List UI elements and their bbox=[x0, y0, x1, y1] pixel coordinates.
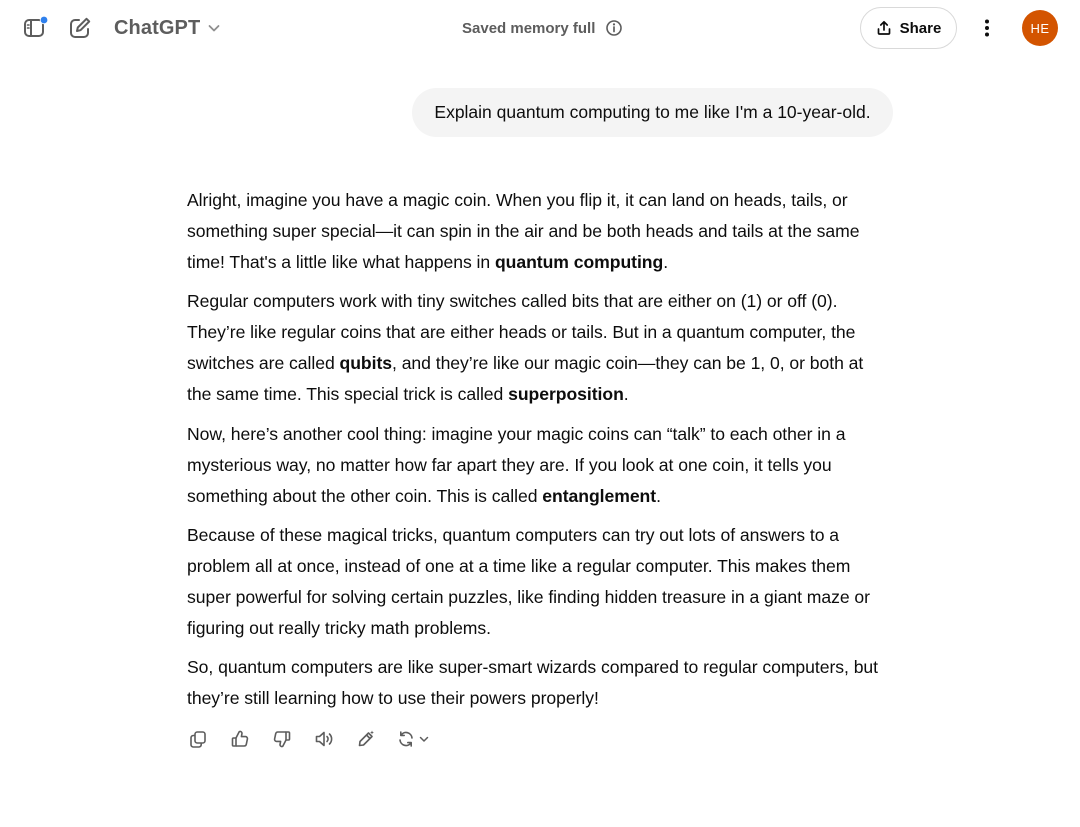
answer-paragraph bbox=[187, 185, 892, 278]
copy-icon bbox=[188, 729, 208, 749]
share-label: Share bbox=[899, 19, 942, 37]
paragraph-text: Now, here’s another cool thing: imagine your magic coins can “talk” to each other in a mysterious way, no matter how far apart they are. If you look at one coin, it tells you something about the other coin. This is called bbox=[187, 423, 846, 506]
message-actions bbox=[186, 727, 454, 751]
memory-status[interactable] bbox=[462, 17, 623, 39]
share-button[interactable] bbox=[860, 7, 957, 49]
answer-paragraph bbox=[187, 520, 892, 644]
chevron-down-icon bbox=[206, 20, 222, 36]
edit-in-canvas-button[interactable] bbox=[354, 727, 378, 751]
notification-dot bbox=[41, 17, 48, 24]
answer-paragraph bbox=[187, 419, 892, 512]
regenerate-icon bbox=[396, 729, 416, 749]
edit-icon bbox=[356, 729, 376, 749]
user-message-bubble bbox=[412, 88, 893, 137]
sidebar-toggle-icon bbox=[21, 14, 49, 42]
paragraph-text: , and they’re like our magic coin—they can be 1, 0, or both at the same time. This special trick is called bbox=[187, 353, 864, 405]
thumbs-down-button[interactable] bbox=[270, 727, 294, 751]
chevron-down-icon bbox=[418, 733, 430, 745]
speaker-icon bbox=[314, 729, 334, 749]
more-options-button[interactable] bbox=[971, 12, 1003, 44]
copy-button[interactable] bbox=[186, 727, 210, 751]
avatar-initials: HE bbox=[1030, 20, 1050, 36]
regenerate-button[interactable] bbox=[396, 727, 436, 751]
answer-paragraph bbox=[187, 652, 892, 714]
bold-term: entanglement bbox=[542, 485, 657, 506]
new-chat-icon bbox=[67, 15, 93, 41]
memory-status-text: Saved memory full bbox=[462, 19, 596, 37]
paragraph-text: . bbox=[623, 384, 629, 405]
read-aloud-button[interactable] bbox=[312, 727, 336, 751]
paragraph-text: Regular computers work with tiny switches called bits that are either on (1) or off (0). They’re like regular coins that are either heads or tails. But in a quantum computer, the switches are called bbox=[187, 291, 856, 374]
assistant-message bbox=[187, 185, 892, 722]
top-bar bbox=[0, 0, 1080, 56]
more-vertical-icon bbox=[977, 18, 997, 38]
thumbs-down-icon bbox=[272, 729, 292, 749]
model-selector[interactable] bbox=[114, 14, 222, 42]
model-name: ChatGPT bbox=[114, 16, 201, 39]
avatar[interactable] bbox=[1022, 10, 1058, 46]
sidebar-toggle-button[interactable] bbox=[19, 12, 51, 44]
bold-term: qubits bbox=[339, 353, 393, 374]
paragraph-text: Because of these magical tricks, quantum computers can try out lots of answers to a problem all at once, instead of one at a time like a regular computer. This makes them super powerful for solving certain puzzles, like finding hidden treasure in a giant maze or figuring out really tricky math problems. bbox=[187, 524, 870, 638]
paragraph-text: . bbox=[663, 252, 669, 272]
bold-term: quantum computing bbox=[494, 252, 664, 272]
user-message-text: Explain quantum computing to me like I'm a 10-year-old. bbox=[434, 102, 871, 122]
new-chat-button[interactable] bbox=[64, 12, 96, 44]
paragraph-text: So, quantum computers are like super-smart wizards compared to regular computers, but they’re still learning how to use their powers properly! bbox=[187, 657, 879, 709]
paragraph-text: Alright, imagine you have a magic coin. When you flip it, it can land on heads, tails, or something super special—it can spin in the air and be both heads and tails at the same time! That's a little like what happens in bbox=[187, 190, 860, 272]
paragraph-text: . bbox=[656, 485, 661, 506]
answer-paragraph bbox=[187, 286, 892, 410]
thumbs-up-icon bbox=[230, 729, 250, 749]
bold-term: superposition bbox=[508, 384, 624, 405]
info-icon[interactable] bbox=[605, 19, 623, 37]
share-icon bbox=[876, 20, 892, 36]
thumbs-up-button[interactable] bbox=[228, 727, 252, 751]
